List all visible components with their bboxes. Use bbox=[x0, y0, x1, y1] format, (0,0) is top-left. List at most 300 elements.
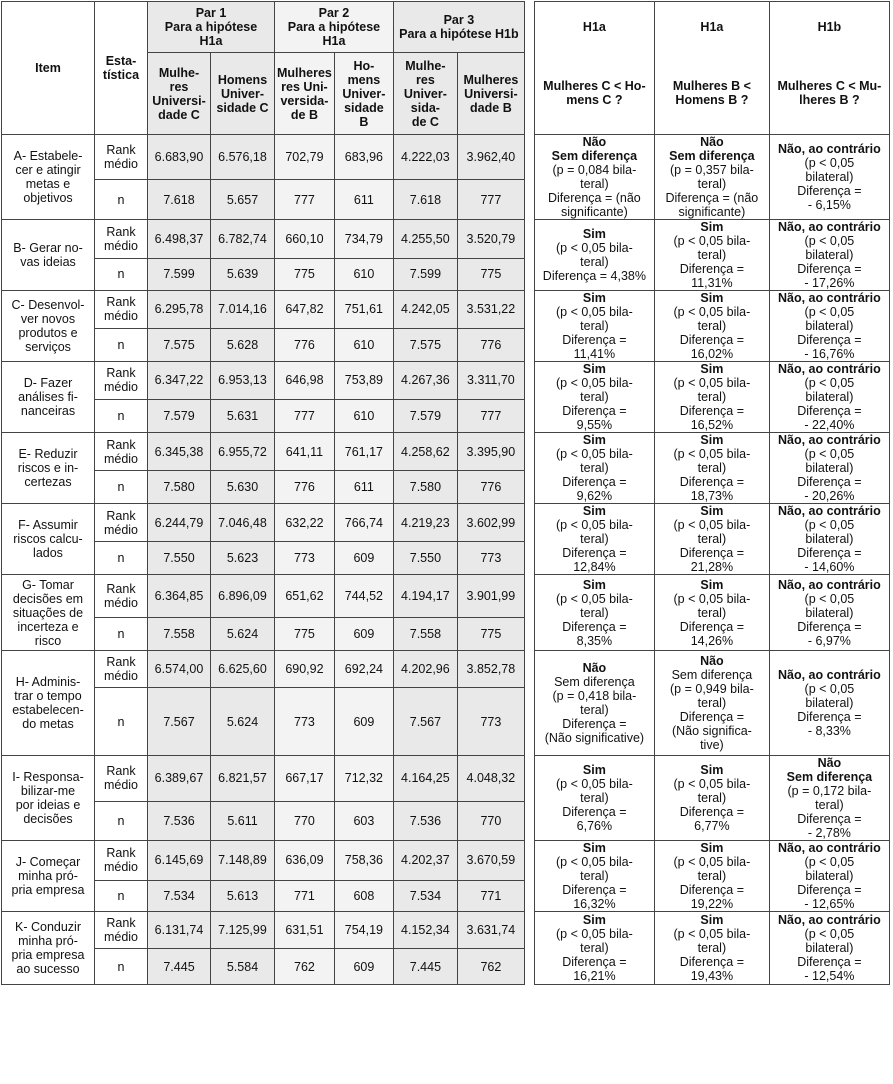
value-cell: 7.575 bbox=[148, 328, 211, 361]
result-detail: (p < 0,05 bila- teral) Diferença = 6,77% bbox=[673, 777, 751, 833]
value-cell: 744,52 bbox=[334, 575, 393, 618]
result-verdict: Sim bbox=[582, 913, 606, 927]
subheader-mulheres-c: Mulhe- res Universi- dade C bbox=[148, 53, 211, 135]
value-cell: 777 bbox=[457, 180, 524, 220]
column-gap bbox=[524, 433, 534, 504]
result-h3 bbox=[769, 651, 889, 756]
result-verdict: Não, ao contrário bbox=[777, 362, 881, 376]
column-gap bbox=[524, 291, 534, 362]
value-cell: 631,51 bbox=[275, 912, 335, 949]
question-h1b: Mulheres C < Mu- lheres B ? bbox=[769, 53, 889, 135]
result-detail: (p < 0,05 bila- teral) Diferença = 11,41% bbox=[555, 305, 633, 361]
result-verdict: Sim bbox=[700, 763, 724, 777]
result-verdict: Não bbox=[582, 661, 607, 675]
value-cell: 7.536 bbox=[148, 801, 211, 840]
item-label: E- Reduzir riscos e in- certezas bbox=[2, 433, 95, 504]
value-cell: 3.531,22 bbox=[457, 291, 524, 329]
value-cell: 610 bbox=[334, 328, 393, 361]
value-cell: 773 bbox=[275, 688, 335, 756]
result-detail: (p < 0,05 bila- teral) Diferença = 12,84% bbox=[555, 518, 633, 574]
result-h1 bbox=[534, 291, 654, 362]
value-cell: 6.896,09 bbox=[211, 575, 275, 618]
value-cell: 770 bbox=[275, 801, 335, 840]
stat-label: Rank médio bbox=[95, 651, 148, 688]
value-cell: 647,82 bbox=[275, 291, 335, 329]
result-h1 bbox=[534, 841, 654, 912]
value-cell: 773 bbox=[457, 542, 524, 575]
value-cell: 762 bbox=[457, 949, 524, 985]
result-h2 bbox=[654, 504, 769, 575]
value-cell: 751,61 bbox=[334, 291, 393, 329]
result-verdict: Sim bbox=[582, 577, 606, 592]
stat-label: Rank médio bbox=[95, 841, 148, 881]
result-h2 bbox=[654, 220, 769, 291]
item-label: H- Adminis- trar o tempo estabelecen- do metas bbox=[2, 651, 95, 756]
value-cell: 7.558 bbox=[393, 618, 457, 651]
value-cell: 4.258,62 bbox=[393, 433, 457, 471]
stat-label: n bbox=[95, 399, 148, 432]
value-cell: 776 bbox=[275, 471, 335, 504]
value-cell: 7.579 bbox=[393, 399, 457, 432]
value-cell: 7.445 bbox=[393, 949, 457, 985]
value-cell: 6.145,69 bbox=[148, 841, 211, 881]
value-cell: 3.520,79 bbox=[457, 220, 524, 259]
value-cell: 7.534 bbox=[148, 880, 211, 911]
result-h3 bbox=[769, 291, 889, 362]
result-verdict: Não Sem diferença bbox=[786, 756, 873, 784]
stat-label: n bbox=[95, 180, 148, 220]
value-cell: 762 bbox=[275, 949, 335, 985]
value-cell: 3.670,59 bbox=[457, 841, 524, 881]
value-cell: 775 bbox=[457, 258, 524, 290]
stat-label: Rank médio bbox=[95, 220, 148, 259]
column-gap bbox=[524, 504, 534, 575]
value-cell: 6.683,90 bbox=[148, 135, 211, 180]
value-cell: 683,96 bbox=[334, 135, 393, 180]
stat-label: n bbox=[95, 542, 148, 575]
result-detail: (p < 0,05 bila- teral) Diferença = 19,22% bbox=[673, 855, 751, 911]
result-detail: (p < 0,05 bilateral) Diferença = - 20,26% bbox=[797, 447, 862, 503]
header-h2: H1a bbox=[654, 2, 769, 53]
value-cell: 776 bbox=[457, 471, 524, 504]
result-detail: (p < 0,05 bilateral) Diferença = - 14,60% bbox=[797, 518, 862, 574]
header-par3: Par 3 Para a hipótese H1b bbox=[393, 2, 524, 53]
value-cell: 734,79 bbox=[334, 220, 393, 259]
result-verdict: Sim bbox=[582, 763, 606, 777]
table-row bbox=[2, 841, 890, 881]
value-cell: 712,32 bbox=[334, 756, 393, 802]
value-cell: 4.255,50 bbox=[393, 220, 457, 259]
result-detail: (p = 0,084 bila- teral) Diferença = (não significante) bbox=[548, 163, 641, 219]
stat-label: Rank médio bbox=[95, 575, 148, 618]
value-cell: 690,92 bbox=[275, 651, 335, 688]
value-cell: 7.536 bbox=[393, 801, 457, 840]
value-cell: 4.194,17 bbox=[393, 575, 457, 618]
table-row bbox=[2, 291, 890, 329]
header-par1: Par 1 Para a hipótese H1a bbox=[148, 2, 275, 53]
item-label: C- Desenvol- ver novos produtos e serviços bbox=[2, 291, 95, 362]
value-cell: 777 bbox=[457, 399, 524, 432]
value-cell: 6.244,79 bbox=[148, 504, 211, 542]
table-row bbox=[2, 362, 890, 400]
result-verdict: Não, ao contrário bbox=[777, 504, 881, 518]
result-verdict: Sim bbox=[700, 504, 724, 518]
result-verdict: Sim bbox=[700, 913, 724, 927]
value-cell: 770 bbox=[457, 801, 524, 840]
stat-label: Rank médio bbox=[95, 433, 148, 471]
stat-label: n bbox=[95, 471, 148, 504]
header-h1: H1a bbox=[534, 2, 654, 53]
result-detail: Sem diferença (p = 0,418 bila- teral) Diferença = (Não significative) bbox=[544, 675, 645, 745]
stat-label: n bbox=[95, 880, 148, 911]
result-detail: (p < 0,05 bila- teral) Diferença = 16,52% bbox=[673, 376, 751, 432]
column-gap bbox=[524, 2, 534, 135]
stat-label: Rank médio bbox=[95, 291, 148, 329]
value-cell: 6.131,74 bbox=[148, 912, 211, 949]
value-cell: 3.901,99 bbox=[457, 575, 524, 618]
value-cell: 776 bbox=[275, 328, 335, 361]
value-cell: 6.821,57 bbox=[211, 756, 275, 802]
result-detail: (p < 0,05 bilateral) Diferença = - 12,65% bbox=[797, 855, 862, 911]
item-label: K- Conduzir minha pró- pria empresa ao sucesso bbox=[2, 912, 95, 985]
item-label: A- Estabele- cer e atingir metas e objetivos bbox=[2, 135, 95, 220]
stat-label: n bbox=[95, 949, 148, 985]
value-cell: 7.125,99 bbox=[211, 912, 275, 949]
value-cell: 5.623 bbox=[211, 542, 275, 575]
value-cell: 610 bbox=[334, 258, 393, 290]
value-cell: 702,79 bbox=[275, 135, 335, 180]
value-cell: 4.164,25 bbox=[393, 756, 457, 802]
value-cell: 4.202,96 bbox=[393, 651, 457, 688]
result-h1 bbox=[534, 912, 654, 985]
value-cell: 5.631 bbox=[211, 399, 275, 432]
column-gap bbox=[524, 362, 534, 433]
result-verdict: Sim bbox=[700, 362, 724, 376]
result-h3 bbox=[769, 841, 889, 912]
result-h2 bbox=[654, 756, 769, 841]
value-cell: 6.295,78 bbox=[148, 291, 211, 329]
value-cell: 7.550 bbox=[393, 542, 457, 575]
value-cell: 6.782,74 bbox=[211, 220, 275, 259]
result-verdict: Sim bbox=[582, 841, 606, 855]
result-detail: (p < 0,05 bila- teral) Diferença = 6,76% bbox=[555, 777, 633, 833]
value-cell: 611 bbox=[334, 180, 393, 220]
value-cell: 775 bbox=[275, 618, 335, 651]
value-cell: 7.046,48 bbox=[211, 504, 275, 542]
value-cell: 3.602,99 bbox=[457, 504, 524, 542]
subheader-mulheres-b-2: Mulheres Universi- dade B bbox=[457, 53, 524, 135]
result-detail: (p < 0,05 bila- teral) Diferença = 4,38% bbox=[542, 241, 646, 283]
result-h1 bbox=[534, 362, 654, 433]
value-cell: 660,10 bbox=[275, 220, 335, 259]
value-cell: 5.624 bbox=[211, 618, 275, 651]
value-cell: 7.580 bbox=[148, 471, 211, 504]
result-verdict: Não, ao contrário bbox=[777, 291, 881, 305]
column-gap bbox=[524, 135, 534, 220]
value-cell: 4.242,05 bbox=[393, 291, 457, 329]
value-cell: 6.625,60 bbox=[211, 651, 275, 688]
result-h3 bbox=[769, 575, 889, 651]
item-label: G- Tomar decisões em situações de incerteza e risco bbox=[2, 575, 95, 651]
value-cell: 6.574,00 bbox=[148, 651, 211, 688]
subheader-mulheres-b: Mulheres res Uni- versida- de B bbox=[275, 53, 335, 135]
result-detail: (p < 0,05 bila- teral) Diferença = 21,28% bbox=[673, 518, 751, 574]
stat-label: Rank médio bbox=[95, 756, 148, 802]
item-label: J- Começar minha pró- pria empresa bbox=[2, 841, 95, 912]
column-gap bbox=[524, 756, 534, 841]
value-cell: 4.048,32 bbox=[457, 756, 524, 802]
value-cell: 771 bbox=[457, 880, 524, 911]
stat-label: n bbox=[95, 801, 148, 840]
result-h1 bbox=[534, 575, 654, 651]
value-cell: 761,17 bbox=[334, 433, 393, 471]
result-h1 bbox=[534, 433, 654, 504]
item-label: D- Fazer análises fi- nanceiras bbox=[2, 362, 95, 433]
results-table bbox=[1, 1, 890, 985]
result-h3 bbox=[769, 362, 889, 433]
value-cell: 7.445 bbox=[148, 949, 211, 985]
result-h3 bbox=[769, 135, 889, 220]
value-cell: 7.567 bbox=[393, 688, 457, 756]
table-row bbox=[2, 135, 890, 180]
question-h1a-c: Mulheres C < Ho- mens C ? bbox=[534, 53, 654, 135]
result-h1 bbox=[534, 651, 654, 756]
value-cell: 3.395,90 bbox=[457, 433, 524, 471]
result-verdict: Não, ao contrário bbox=[777, 913, 881, 927]
question-h1a-b: Mulheres B < Homens B ? bbox=[654, 53, 769, 135]
value-cell: 6.389,67 bbox=[148, 756, 211, 802]
result-detail: (p < 0,05 bila- teral) Diferença = 16,02% bbox=[673, 305, 751, 361]
value-cell: 692,24 bbox=[334, 651, 393, 688]
value-cell: 6.953,13 bbox=[211, 362, 275, 400]
result-h3 bbox=[769, 433, 889, 504]
result-verdict: Não bbox=[700, 654, 724, 668]
result-h2 bbox=[654, 912, 769, 985]
value-cell: 7.148,89 bbox=[211, 841, 275, 881]
result-h2 bbox=[654, 575, 769, 651]
value-cell: 5.584 bbox=[211, 949, 275, 985]
value-cell: 610 bbox=[334, 399, 393, 432]
value-cell: 6.364,85 bbox=[148, 575, 211, 618]
stat-label: Rank médio bbox=[95, 362, 148, 400]
value-cell: 773 bbox=[457, 688, 524, 756]
result-h1 bbox=[534, 135, 654, 220]
result-verdict: Não Sem diferença bbox=[551, 135, 638, 163]
table-row bbox=[2, 912, 890, 949]
value-cell: 3.311,70 bbox=[457, 362, 524, 400]
stat-label: Rank médio bbox=[95, 504, 148, 542]
value-cell: 5.657 bbox=[211, 180, 275, 220]
result-verdict: Sim bbox=[582, 291, 606, 305]
value-cell: 777 bbox=[275, 399, 335, 432]
header-estatistica: Esta- tística bbox=[95, 2, 148, 135]
result-detail: (p < 0,05 bilateral) Diferença = - 17,26% bbox=[797, 234, 862, 290]
result-detail: (p < 0,05 bilateral) Diferença = - 6,15% bbox=[797, 156, 862, 212]
result-verdict: Sim bbox=[700, 291, 724, 305]
result-detail: (p < 0,05 bilateral) Diferença = - 12,54% bbox=[797, 927, 862, 983]
result-detail: (p < 0,05 bila- teral) Diferença = 16,32% bbox=[555, 855, 633, 911]
result-h3 bbox=[769, 912, 889, 985]
result-verdict: Não Sem diferença bbox=[669, 135, 755, 163]
value-cell: 609 bbox=[334, 688, 393, 756]
value-cell: 603 bbox=[334, 801, 393, 840]
value-cell: 667,17 bbox=[275, 756, 335, 802]
value-cell: 7.575 bbox=[393, 328, 457, 361]
value-cell: 7.567 bbox=[148, 688, 211, 756]
value-cell: 6.347,22 bbox=[148, 362, 211, 400]
value-cell: 7.599 bbox=[393, 258, 457, 290]
value-cell: 4.219,23 bbox=[393, 504, 457, 542]
item-label: F- Assumir riscos calcu- lados bbox=[2, 504, 95, 575]
value-cell: 609 bbox=[334, 618, 393, 651]
table-body bbox=[2, 135, 890, 985]
subheader-mulheres-c-2: Mulhe- res Univer- sida- de C bbox=[393, 53, 457, 135]
value-cell: 3.962,40 bbox=[457, 135, 524, 180]
result-verdict: Sim bbox=[700, 433, 724, 447]
stat-label: n bbox=[95, 328, 148, 361]
result-detail: (p < 0,05 bilateral) Diferença = - 22,40% bbox=[797, 376, 862, 432]
value-cell: 7.550 bbox=[148, 542, 211, 575]
value-cell: 5.613 bbox=[211, 880, 275, 911]
result-h1 bbox=[534, 220, 654, 291]
value-cell: 7.579 bbox=[148, 399, 211, 432]
result-detail: (p < 0,05 bila- teral) Diferença = 11,31% bbox=[673, 234, 751, 290]
value-cell: 609 bbox=[334, 949, 393, 985]
result-h3 bbox=[769, 504, 889, 575]
value-cell: 636,09 bbox=[275, 841, 335, 881]
result-h1 bbox=[534, 756, 654, 841]
result-verdict: Sim bbox=[582, 227, 606, 241]
value-cell: 7.014,16 bbox=[211, 291, 275, 329]
result-h3 bbox=[769, 220, 889, 291]
result-verdict: Sim bbox=[700, 841, 724, 855]
stat-label: Rank médio bbox=[95, 912, 148, 949]
value-cell: 646,98 bbox=[275, 362, 335, 400]
result-detail: (p < 0,05 bilateral) Diferença = - 6,97% bbox=[797, 591, 862, 648]
result-verdict: Não, ao contrário bbox=[777, 841, 881, 855]
value-cell: 5.624 bbox=[211, 688, 275, 756]
column-gap bbox=[524, 575, 534, 651]
value-cell: 775 bbox=[275, 258, 335, 290]
result-detail: (p < 0,05 bila- teral) Diferença = 8,35% bbox=[555, 591, 633, 648]
table-row bbox=[2, 504, 890, 542]
result-detail: (p < 0,05 bila- teral) Diferença = 9,55% bbox=[555, 376, 633, 432]
stat-label: n bbox=[95, 258, 148, 290]
value-cell: 632,22 bbox=[275, 504, 335, 542]
table-row bbox=[2, 756, 890, 802]
result-h2 bbox=[654, 651, 769, 756]
table-row bbox=[2, 433, 890, 471]
subheader-homens-b: Ho- mens Univer- sidade B bbox=[334, 53, 393, 135]
value-cell: 766,74 bbox=[334, 504, 393, 542]
value-cell: 6.345,38 bbox=[148, 433, 211, 471]
stat-label: Rank médio bbox=[95, 135, 148, 180]
item-label: I- Responsa- bilizar-me por ideias e decisões bbox=[2, 756, 95, 841]
value-cell: 7.580 bbox=[393, 471, 457, 504]
value-cell: 5.611 bbox=[211, 801, 275, 840]
table-row bbox=[2, 651, 890, 688]
result-verdict: Sim bbox=[582, 433, 606, 447]
result-detail: (p = 0,357 bila- teral) Diferença = (não significante) bbox=[665, 163, 759, 219]
result-h2 bbox=[654, 433, 769, 504]
result-h3 bbox=[769, 756, 889, 841]
result-detail: (p = 0,172 bila- teral) Diferença = - 2,78% bbox=[787, 784, 872, 840]
value-cell: 641,11 bbox=[275, 433, 335, 471]
value-cell: 773 bbox=[275, 542, 335, 575]
value-cell: 608 bbox=[334, 880, 393, 911]
value-cell: 7.534 bbox=[393, 880, 457, 911]
result-verdict: Não, ao contrário bbox=[777, 433, 881, 447]
result-h2 bbox=[654, 291, 769, 362]
value-cell: 6.576,18 bbox=[211, 135, 275, 180]
value-cell: 6.498,37 bbox=[148, 220, 211, 259]
value-cell: 776 bbox=[457, 328, 524, 361]
header-h3: H1b bbox=[769, 2, 889, 53]
result-detail: (p < 0,05 bilateral) Diferença = - 16,76% bbox=[797, 305, 862, 361]
value-cell: 7.558 bbox=[148, 618, 211, 651]
value-cell: 775 bbox=[457, 618, 524, 651]
value-cell: 5.630 bbox=[211, 471, 275, 504]
value-cell: 611 bbox=[334, 471, 393, 504]
result-detail: (p < 0,05 bilateral) Diferença = - 8,33% bbox=[797, 682, 862, 738]
subheader-homens-c: Homens Univer- sidade C bbox=[211, 53, 275, 135]
result-verdict: Não, ao contrário bbox=[777, 220, 881, 234]
stat-label: n bbox=[95, 618, 148, 651]
result-detail: Sem diferença (p = 0,949 bila- teral) Diferença = (Não significa- tive) bbox=[670, 668, 754, 752]
value-cell: 6.955,72 bbox=[211, 433, 275, 471]
result-verdict: Não, ao contrário bbox=[777, 577, 881, 592]
result-verdict: Não, ao contrário bbox=[777, 668, 881, 682]
result-detail: (p < 0,05 bila- teral) Diferença = 9,62% bbox=[555, 447, 633, 503]
result-verdict: Não, ao contrário bbox=[777, 142, 881, 156]
value-cell: 7.618 bbox=[148, 180, 211, 220]
table-row bbox=[2, 575, 890, 618]
value-cell: 4.202,37 bbox=[393, 841, 457, 881]
result-detail: (p < 0,05 bila- teral) Diferença = 18,73% bbox=[673, 447, 751, 503]
value-cell: 777 bbox=[275, 180, 335, 220]
value-cell: 4.152,34 bbox=[393, 912, 457, 949]
value-cell: 5.628 bbox=[211, 328, 275, 361]
value-cell: 4.222,03 bbox=[393, 135, 457, 180]
result-h2 bbox=[654, 362, 769, 433]
result-verdict: Sim bbox=[582, 362, 606, 376]
column-gap bbox=[524, 841, 534, 912]
result-verdict: Sim bbox=[582, 504, 606, 518]
value-cell: 754,19 bbox=[334, 912, 393, 949]
header-item: Item bbox=[2, 2, 95, 135]
result-h2 bbox=[654, 841, 769, 912]
result-verdict: Sim bbox=[700, 577, 724, 592]
value-cell: 771 bbox=[275, 880, 335, 911]
column-gap bbox=[524, 651, 534, 756]
stat-label: n bbox=[95, 688, 148, 756]
result-detail: (p < 0,05 bila- teral) Diferença = 19,43% bbox=[673, 927, 751, 983]
value-cell: 758,36 bbox=[334, 841, 393, 881]
header-par2: Par 2 Para a hipótese H1a bbox=[275, 2, 394, 53]
value-cell: 651,62 bbox=[275, 575, 335, 618]
result-verdict: Sim bbox=[700, 220, 724, 234]
value-cell: 7.618 bbox=[393, 180, 457, 220]
item-label: B- Gerar no- vas ideias bbox=[2, 220, 95, 291]
value-cell: 5.639 bbox=[211, 258, 275, 290]
value-cell: 609 bbox=[334, 542, 393, 575]
column-gap bbox=[524, 220, 534, 291]
result-detail: (p < 0,05 bila- teral) Diferença = 14,26% bbox=[673, 591, 751, 648]
value-cell: 7.599 bbox=[148, 258, 211, 290]
result-h1 bbox=[534, 504, 654, 575]
value-cell: 3.852,78 bbox=[457, 651, 524, 688]
value-cell: 753,89 bbox=[334, 362, 393, 400]
